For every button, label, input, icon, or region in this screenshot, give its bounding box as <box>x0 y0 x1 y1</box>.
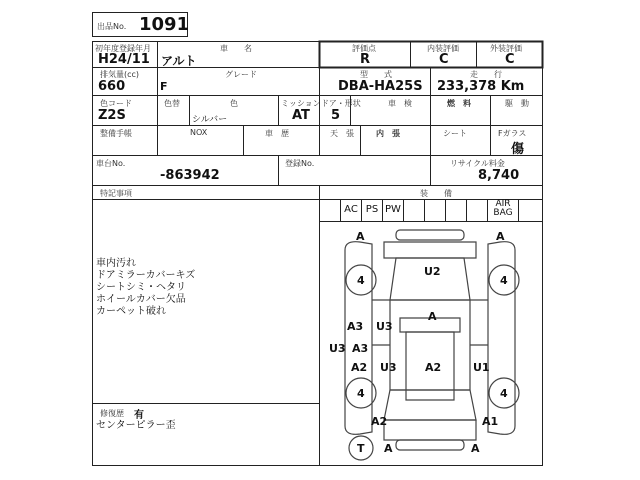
note-item: ホイールカバー欠品 <box>96 294 186 305</box>
rear-panel-shape <box>384 420 476 440</box>
score-value: R <box>360 52 371 67</box>
nox-label: NOX <box>190 128 208 137</box>
damage-code: U1 <box>473 361 490 374</box>
damage-code: A <box>384 442 393 455</box>
interior-trim-label: 内 張 <box>376 129 400 138</box>
chassis-value: -863942 <box>160 168 220 183</box>
mileage-label: 走 行 <box>470 70 502 79</box>
note-item: 車内汚れ <box>96 258 136 269</box>
repair-history-value: 有 <box>134 410 144 421</box>
score-label: 評価点 <box>352 44 376 53</box>
damage-code: T <box>357 442 365 455</box>
damage-code: A <box>428 310 437 323</box>
displacement-value: 660 <box>98 79 126 94</box>
displacement-label: 排気量(cc) <box>100 70 140 79</box>
exterior-grade-value: C <box>505 52 515 67</box>
rear-bumper-shape <box>396 440 464 450</box>
color-code-label: 色コード <box>100 99 132 108</box>
damage-code: 4 <box>500 387 508 400</box>
interior-grade-value: C <box>439 52 449 67</box>
damage-code: A2 <box>425 361 442 374</box>
transmission-label: ミッション <box>281 99 321 108</box>
damage-code: A2 <box>371 415 388 428</box>
repair-history-label: 修復歴 <box>100 409 124 418</box>
rear-hatch-shape <box>384 390 476 420</box>
note-item: カーペット破れ <box>96 306 166 317</box>
grade-label: グレード <box>225 70 257 79</box>
damage-code: A3 <box>352 342 369 355</box>
front-bumper-shape <box>396 230 464 240</box>
headliner-label: 天 張 <box>330 129 354 138</box>
mileage-value: 233,378 Km <box>437 79 525 94</box>
equipment-ac: AC <box>344 204 358 215</box>
drive-label: 駆 動 <box>505 99 529 108</box>
recycle-fee-label: リサイクル料金 <box>450 159 505 168</box>
front-glass-label: Fガラス <box>498 129 527 138</box>
damage-code: A3 <box>347 320 364 333</box>
damage-code: U3 <box>376 320 393 333</box>
equipment-airbag: AIR BAG <box>493 199 513 218</box>
damage-code: A2 <box>351 361 368 374</box>
transmission-value: AT <box>292 108 310 123</box>
car-name-label: 車 名 <box>220 44 252 53</box>
notes-label: 特記事項 <box>100 189 132 198</box>
recycle-fee-value: 8,740 <box>478 168 520 183</box>
seat-label: シート <box>443 129 467 138</box>
repair-detail: センターピラー歪 <box>96 420 176 431</box>
damage-code: U3 <box>380 361 397 374</box>
color-label: 色 <box>230 99 238 108</box>
damage-code: 4 <box>357 387 365 400</box>
doors-value: 5 <box>331 108 341 123</box>
damage-code: A1 <box>482 415 499 428</box>
registration-label: 登録No. <box>285 159 315 168</box>
equipment-ps: PS <box>365 204 379 215</box>
grade-value: F <box>160 80 168 93</box>
equipment-pw: PW <box>385 204 401 215</box>
first-reg-value: H24/11 <box>98 52 150 67</box>
lot-number: 1091 <box>139 14 190 35</box>
damage-code: U3 <box>329 342 346 355</box>
color-value: シルバー <box>192 115 228 125</box>
model-code-value: DBA-HA25S <box>338 79 423 94</box>
damage-code: A <box>471 442 480 455</box>
first-reg-label: 初年度登録年月 <box>95 44 151 53</box>
inspection-label: 車 検 <box>388 99 412 108</box>
damage-code: U2 <box>424 265 441 278</box>
doors-label: ドア・形状 <box>321 99 361 108</box>
interior-grade-label: 内装評価 <box>427 44 459 53</box>
damage-code: A <box>356 230 365 243</box>
color-replace-label: 色替 <box>164 99 180 108</box>
front-glass-value: 傷 <box>511 142 525 157</box>
equipment-label: 装 備 <box>420 189 452 198</box>
exterior-grade-label: 外装評価 <box>490 44 522 53</box>
lot-label: 出品No. <box>97 22 127 31</box>
history-label: 車 歴 <box>265 129 289 138</box>
damage-code: A <box>496 230 505 243</box>
front-panel-shape <box>384 242 476 258</box>
model-code-label: 型 式 <box>360 70 392 79</box>
note-item: ドアミラーカバーキズ <box>96 270 196 281</box>
fuel-label: 燃 料 <box>447 99 471 108</box>
note-item: シートシミ・ヘタリ <box>96 282 186 293</box>
maintenance-log-label: 整備手帳 <box>100 129 132 138</box>
car-name-value: アルト <box>161 54 197 68</box>
damage-code: 4 <box>357 274 365 287</box>
color-code-value: Z2S <box>98 108 126 123</box>
chassis-label: 車台No. <box>96 159 126 168</box>
damage-code: 4 <box>500 274 508 287</box>
